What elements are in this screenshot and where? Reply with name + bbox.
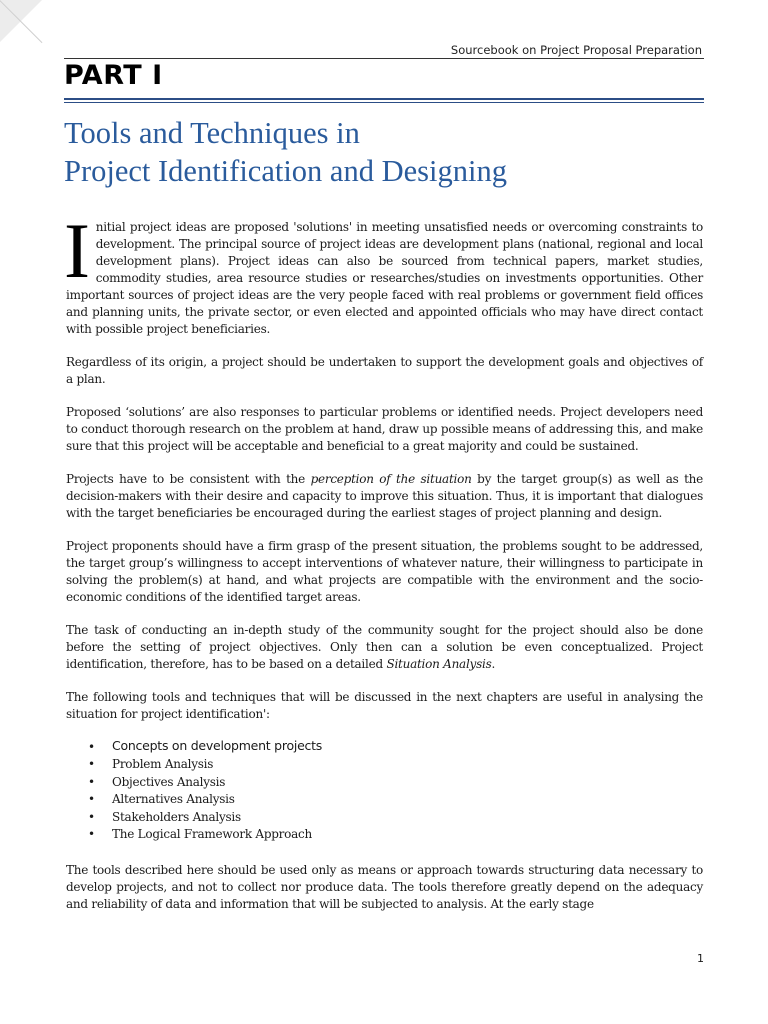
paragraph-6: [66, 622, 703, 673]
part-rule-thin: [64, 102, 704, 103]
list-item: • Alternatives Analysis: [88, 791, 703, 809]
paragraph-6-start: The task of conducting an in-depth study of the community sought for the project should also be done before the setting of project objectives. Only then can a solution be even conceptualized. Project identification, therefore, has to be based on a detailed: [66, 623, 703, 671]
paragraph-4-end: by the target group(s) as well as the decision-makers with their desire and capacity to improve this situation. Thus, it is important that dialogues with the target beneficiaries be encouraged during the earliest stages of project planning and design.: [66, 472, 704, 520]
list-item: • The Logical Framework Approach: [88, 826, 703, 844]
list-item: • Concepts on development projects: [88, 735, 703, 756]
running-header: Sourcebook on Project Proposal Preparation: [450, 43, 702, 57]
paragraph-6-emphasis: Situation Analysis: [386, 657, 492, 671]
chapter-title-line-2: Project Identification and Designing: [64, 154, 507, 188]
paragraph-1-text: nitial project ideas are proposed 'solutions' in meeting unsatisfied needs or overcoming constraints to development. The principal source of project ideas are development plans (national, regional and local development plans). Project ideas can also be sourced from technical papers, market studies, commodity studies, area resource studies or researches/studies on investments opportunities. Other important sources of project ideas are the very people faced with real problems or government field offices and planning units, the private sector, or even elected and appointed officials who may have direct contact with possible project beneficiaries.: [66, 220, 703, 336]
page-number: 1: [697, 952, 704, 965]
part-rule: [64, 98, 704, 103]
paragraph-4-emphasis: perception of the situation: [310, 472, 472, 486]
list-item: • Objectives Analysis: [88, 774, 703, 792]
paragraph-5: Project proponents should have a firm grasp of the present situation, the problems sought to be addressed, the target group’s willingness to accept interventions of whatever nature, their willingness to participate in solving the problem(s) at hand, and what projects are compatible with the environment and the socio-economic conditions of the identified target areas.: [66, 539, 703, 604]
chapter-title-line-1: Tools and Techniques in: [64, 116, 360, 150]
paragraph-4-start: Projects have to be consistent with the: [66, 472, 311, 486]
tools-list: [66, 735, 703, 844]
list-item: • Stakeholders Analysis: [88, 809, 703, 827]
body-text: [64, 207, 704, 929]
part-heading: PART I: [64, 60, 163, 91]
paragraph-8: The tools described here should be used only as means or approach towards structuring data necessary to develop projects, and not to collect nor produce data. The tools therefore greatly depend on the adequacy and reliability of data and information that will be subjected to analysis. At the early stage: [66, 862, 703, 911]
paragraph-6-end: .: [491, 657, 496, 671]
paragraph-4: [66, 471, 703, 522]
paragraph-1: [64, 207, 703, 338]
paragraph-3: Proposed ‘solutions’ are also responses to particular problems or identified needs. Project developers need to conduct thorough research on the problem at hand, draw up possible means of addressing this, and make sure that this project will be acceptable and beneficial to a great majority and could be sustained.: [66, 405, 703, 453]
part-rule-thick: [64, 98, 704, 100]
paragraph-7: The following tools and techniques that will be discussed in the next chapters are useful in analysing the situation for project identification':: [66, 690, 703, 721]
chapter-title: [64, 114, 704, 190]
paragraph-2: Regardless of its origin, a project should be undertaken to support the development goals and objectives of a plan.: [66, 355, 703, 386]
drop-cap: I: [64, 207, 90, 294]
header-rule: [64, 58, 704, 59]
list-item: • Problem Analysis: [88, 756, 703, 774]
